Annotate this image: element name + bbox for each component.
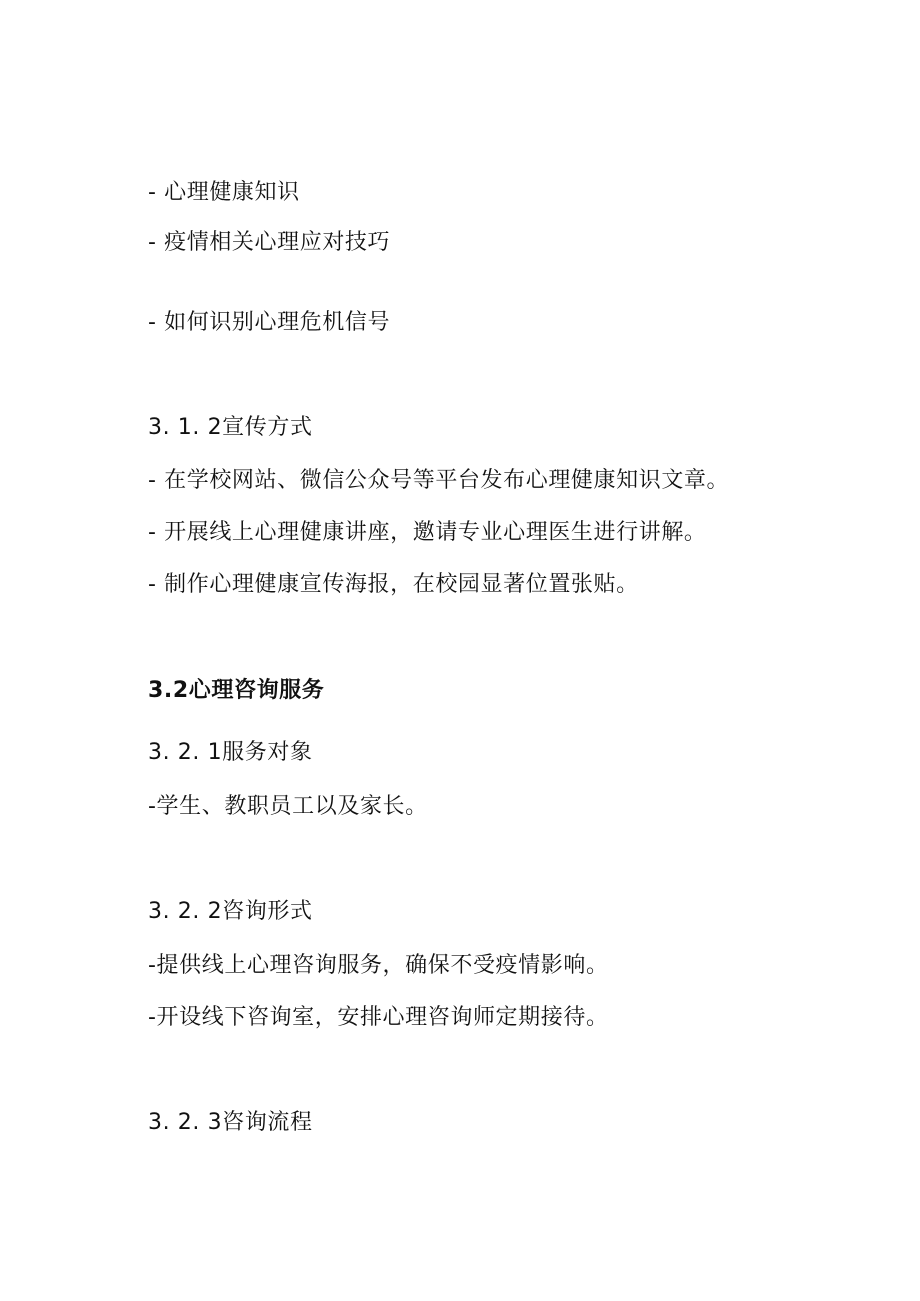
heading-3-2-1: 3. 2. 1服务对象 <box>148 740 313 765</box>
item-3-2-2-online-counseling: -提供线上心理咨询服务，确保不受疫情影响。 <box>148 953 609 978</box>
item-3-2-1-service-targets: -学生、教职员工以及家长。 <box>148 794 428 819</box>
bullet-crisis-signal-identification: - 如何识别心理危机信号 <box>148 310 391 335</box>
item-3-1-2-website-wechat: - 在学校网站、微信公众号等平台发布心理健康知识文章。 <box>148 468 730 493</box>
item-3-1-2-poster: - 制作心理健康宣传海报，在校园显著位置张贴。 <box>148 572 639 597</box>
heading-3-2: 3.2心理咨询服务 <box>148 678 325 703</box>
heading-3-1-2: 3. 1. 2宣传方式 <box>148 415 313 440</box>
item-3-1-2-online-lecture: - 开展线上心理健康讲座，邀请专业心理医生进行讲解。 <box>148 520 707 545</box>
heading-3-2-2: 3. 2. 2咨询形式 <box>148 899 313 924</box>
heading-3-2-3: 3. 2. 3咨询流程 <box>148 1110 313 1135</box>
bullet-mental-health-knowledge: - 心理健康知识 <box>148 180 300 205</box>
bullet-pandemic-coping-skills: - 疫情相关心理应对技巧 <box>148 230 391 255</box>
item-3-2-2-offline-room: -开设线下咨询室，安排心理咨询师定期接待。 <box>148 1005 609 1030</box>
